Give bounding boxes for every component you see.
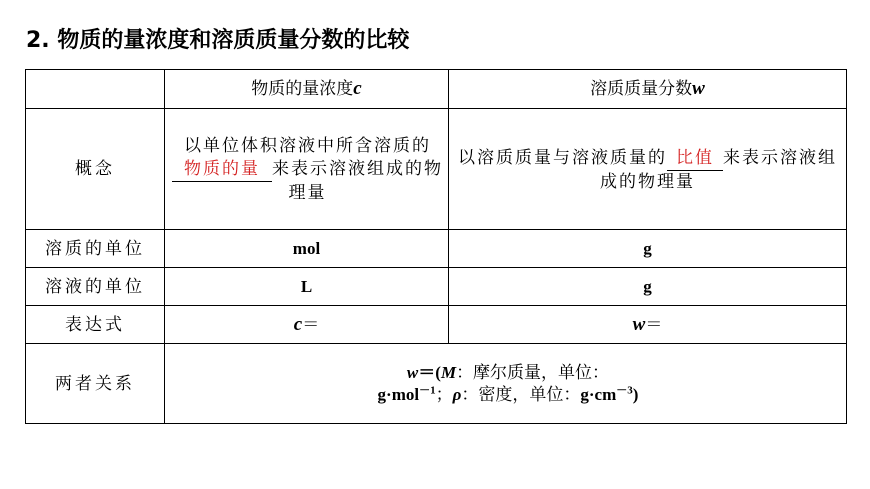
expression-w-symbol: w	[632, 313, 646, 335]
expression-c-symbol: c	[293, 313, 303, 335]
relation-unit2: g·cm	[580, 384, 617, 404]
solution-unit-molarity: L	[165, 268, 449, 306]
relation-rho-desc: ：密度，单位：	[461, 384, 581, 405]
concept-mass-fraction	[449, 109, 847, 230]
concept-row	[26, 109, 847, 230]
header-molarity	[165, 70, 449, 109]
header-empty-cell	[26, 70, 165, 109]
expression-molarity	[165, 306, 449, 344]
solution-unit-mass-fraction: g	[449, 268, 847, 306]
expression-c-equals: ＝	[302, 314, 320, 335]
symbol-w: w	[692, 78, 705, 99]
relation-label: 两者关系	[26, 344, 165, 424]
blank-answer-molarity: 物质的量	[172, 157, 272, 182]
symbol-c: c	[353, 78, 362, 99]
relation-sep: ；	[435, 384, 453, 405]
concept-label: 概念	[26, 109, 165, 230]
concept-molarity	[165, 109, 449, 230]
solute-unit-mass-fraction: g	[449, 230, 847, 268]
expression-mass-fraction	[449, 306, 847, 344]
relation-close: )	[632, 384, 639, 404]
section-heading: 2. 物质的量浓度和溶质质量分数的比较	[26, 28, 410, 53]
relation-M-desc: ：摩尔质量，单位：	[456, 362, 610, 383]
header-mass-fraction-text: 溶质质量分数	[590, 79, 693, 99]
solute-unit-row	[26, 230, 847, 268]
header-molarity-text: 物质的量浓度	[251, 79, 354, 99]
relation-unit1-exp: －1	[419, 383, 436, 396]
relation-M-symbol: M	[440, 362, 457, 382]
relation-row	[26, 344, 847, 424]
expression-label: 表达式	[26, 306, 165, 344]
solute-unit-label: 溶质的单位	[26, 230, 165, 268]
relation-unit1: g·mol	[377, 384, 420, 404]
comparison-table	[25, 69, 847, 424]
expression-w-equals: ＝	[645, 314, 663, 335]
header-row	[26, 70, 847, 109]
relation-content	[165, 344, 847, 424]
blank-answer-ratio: 比值	[667, 146, 723, 171]
concept-molarity-before: 以单位体积溶液中所含溶质的	[184, 135, 431, 156]
relation-unit2-exp: －3	[616, 383, 633, 396]
relation-eq-open: ＝(	[418, 362, 441, 382]
concept-molarity-after: 来表示溶液组成的物理量	[272, 158, 443, 203]
expression-row	[26, 306, 847, 344]
solute-unit-molarity: mol	[165, 230, 449, 268]
solution-unit-row	[26, 268, 847, 306]
relation-w-symbol: w	[406, 362, 419, 382]
relation-rho-symbol: ρ	[452, 384, 462, 404]
concept-mass-fraction-after: 来表示溶液组成的物理量	[600, 147, 837, 192]
solution-unit-label: 溶液的单位	[26, 268, 165, 306]
header-mass-fraction	[449, 70, 847, 109]
concept-mass-fraction-before: 以溶质质量与溶液质量的	[458, 147, 667, 168]
